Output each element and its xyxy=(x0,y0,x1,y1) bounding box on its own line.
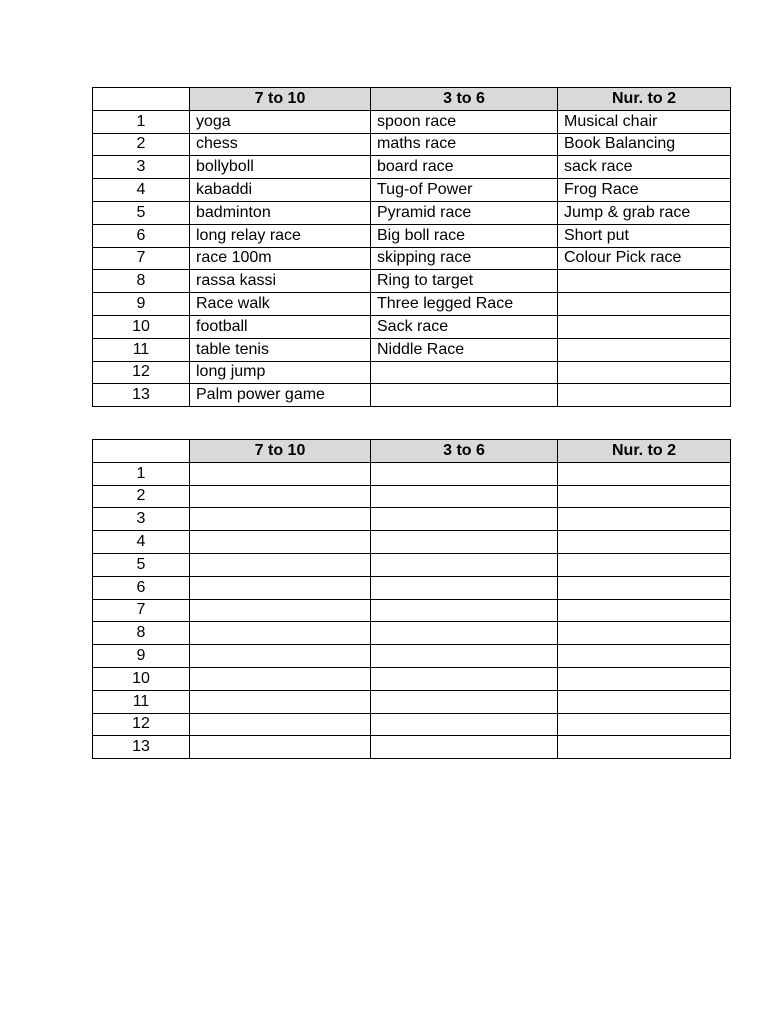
cell-7-to-10 xyxy=(190,485,371,508)
row-number: 7 xyxy=(93,599,190,622)
cell-7-to-10 xyxy=(190,690,371,713)
cell-nur-to-2: Musical chair xyxy=(558,110,731,133)
cell-7-to-10 xyxy=(190,553,371,576)
table-row xyxy=(93,361,731,384)
header-corner xyxy=(93,88,190,111)
table-row xyxy=(93,110,731,133)
row-number: 4 xyxy=(93,531,190,554)
row-number: 10 xyxy=(93,315,190,338)
cell-3-to-6: Tug-of Power xyxy=(371,179,558,202)
row-number: 9 xyxy=(93,645,190,668)
header-7-to-10: 7 to 10 xyxy=(190,440,371,463)
table-body xyxy=(93,110,731,406)
row-number: 13 xyxy=(93,384,190,407)
cell-3-to-6 xyxy=(371,508,558,531)
cell-7-to-10: bollyboll xyxy=(190,156,371,179)
row-number: 3 xyxy=(93,156,190,179)
table-row xyxy=(93,622,731,645)
table-row xyxy=(93,485,731,508)
cell-3-to-6 xyxy=(371,667,558,690)
cell-nur-to-2: Jump & grab race xyxy=(558,201,731,224)
cell-nur-to-2 xyxy=(558,462,731,485)
cell-3-to-6 xyxy=(371,361,558,384)
table-row xyxy=(93,384,731,407)
cell-3-to-6 xyxy=(371,576,558,599)
cell-7-to-10: long relay race xyxy=(190,224,371,247)
cell-nur-to-2 xyxy=(558,599,731,622)
cell-7-to-10 xyxy=(190,622,371,645)
cell-nur-to-2 xyxy=(558,485,731,508)
row-number: 12 xyxy=(93,713,190,736)
header-row xyxy=(93,88,731,111)
cell-nur-to-2 xyxy=(558,384,731,407)
table-row xyxy=(93,224,731,247)
cell-7-to-10: Palm power game xyxy=(190,384,371,407)
table-row xyxy=(93,315,731,338)
cell-nur-to-2: Frog Race xyxy=(558,179,731,202)
header-corner xyxy=(93,440,190,463)
cell-nur-to-2: Colour Pick race xyxy=(558,247,731,270)
cell-3-to-6: board race xyxy=(371,156,558,179)
cell-nur-to-2 xyxy=(558,270,731,293)
table-row xyxy=(93,667,731,690)
cell-7-to-10: long jump xyxy=(190,361,371,384)
cell-nur-to-2: sack race xyxy=(558,156,731,179)
cell-nur-to-2 xyxy=(558,553,731,576)
cell-3-to-6 xyxy=(371,622,558,645)
table-row xyxy=(93,508,731,531)
cell-3-to-6 xyxy=(371,485,558,508)
row-number: 10 xyxy=(93,667,190,690)
table-row xyxy=(93,576,731,599)
header-3-to-6: 3 to 6 xyxy=(371,88,558,111)
cell-3-to-6 xyxy=(371,690,558,713)
cell-7-to-10: rassa kassi xyxy=(190,270,371,293)
activities-table xyxy=(92,87,731,407)
cell-7-to-10: yoga xyxy=(190,110,371,133)
cell-nur-to-2: Book Balancing xyxy=(558,133,731,156)
row-number: 3 xyxy=(93,508,190,531)
cell-7-to-10: badminton xyxy=(190,201,371,224)
table-row xyxy=(93,599,731,622)
cell-7-to-10 xyxy=(190,713,371,736)
table-row xyxy=(93,270,731,293)
cell-3-to-6 xyxy=(371,531,558,554)
table-row xyxy=(93,690,731,713)
cell-3-to-6: Ring to target xyxy=(371,270,558,293)
header-nur-to-2: Nur. to 2 xyxy=(558,440,731,463)
cell-3-to-6: Three legged Race xyxy=(371,293,558,316)
table-row xyxy=(93,201,731,224)
cell-3-to-6 xyxy=(371,553,558,576)
cell-3-to-6: maths race xyxy=(371,133,558,156)
row-number: 12 xyxy=(93,361,190,384)
table-row xyxy=(93,531,731,554)
cell-3-to-6 xyxy=(371,384,558,407)
cell-3-to-6: Sack race xyxy=(371,315,558,338)
cell-7-to-10 xyxy=(190,462,371,485)
header-3-to-6: 3 to 6 xyxy=(371,440,558,463)
cell-nur-to-2 xyxy=(558,576,731,599)
cell-3-to-6 xyxy=(371,736,558,759)
cell-7-to-10 xyxy=(190,531,371,554)
row-number: 6 xyxy=(93,576,190,599)
row-number: 1 xyxy=(93,110,190,133)
cell-7-to-10: table tenis xyxy=(190,338,371,361)
table-row xyxy=(93,645,731,668)
cell-nur-to-2 xyxy=(558,690,731,713)
cell-nur-to-2 xyxy=(558,667,731,690)
row-number: 11 xyxy=(93,690,190,713)
cell-7-to-10 xyxy=(190,645,371,668)
table-row xyxy=(93,713,731,736)
cell-nur-to-2 xyxy=(558,622,731,645)
row-number: 8 xyxy=(93,270,190,293)
cell-nur-to-2 xyxy=(558,713,731,736)
cell-7-to-10: race 100m xyxy=(190,247,371,270)
cell-7-to-10 xyxy=(190,576,371,599)
table-row xyxy=(93,736,731,759)
cell-7-to-10 xyxy=(190,599,371,622)
table-row xyxy=(93,133,731,156)
cell-nur-to-2 xyxy=(558,645,731,668)
row-number: 9 xyxy=(93,293,190,316)
table-body xyxy=(93,462,731,758)
header-nur-to-2: Nur. to 2 xyxy=(558,88,731,111)
header-row xyxy=(93,440,731,463)
cell-nur-to-2 xyxy=(558,736,731,759)
cell-3-to-6 xyxy=(371,599,558,622)
row-number: 8 xyxy=(93,622,190,645)
table-row xyxy=(93,293,731,316)
row-number: 2 xyxy=(93,133,190,156)
cell-7-to-10 xyxy=(190,508,371,531)
cell-nur-to-2 xyxy=(558,338,731,361)
table-row xyxy=(93,338,731,361)
cell-7-to-10 xyxy=(190,736,371,759)
table-row xyxy=(93,553,731,576)
row-number: 5 xyxy=(93,553,190,576)
table-row xyxy=(93,156,731,179)
row-number: 2 xyxy=(93,485,190,508)
cell-nur-to-2 xyxy=(558,293,731,316)
cell-7-to-10 xyxy=(190,667,371,690)
row-number: 4 xyxy=(93,179,190,202)
cell-nur-to-2 xyxy=(558,315,731,338)
cell-3-to-6: skipping race xyxy=(371,247,558,270)
row-number: 13 xyxy=(93,736,190,759)
cell-nur-to-2 xyxy=(558,508,731,531)
cell-3-to-6: Niddle Race xyxy=(371,338,558,361)
row-number: 11 xyxy=(93,338,190,361)
row-number: 6 xyxy=(93,224,190,247)
cell-7-to-10: chess xyxy=(190,133,371,156)
table-row xyxy=(93,462,731,485)
cell-nur-to-2 xyxy=(558,531,731,554)
cell-7-to-10: football xyxy=(190,315,371,338)
cell-nur-to-2: Short put xyxy=(558,224,731,247)
cell-3-to-6: Big boll race xyxy=(371,224,558,247)
row-number: 7 xyxy=(93,247,190,270)
cell-3-to-6: spoon race xyxy=(371,110,558,133)
blank-activities-table xyxy=(92,439,731,759)
row-number: 5 xyxy=(93,201,190,224)
table-row xyxy=(93,247,731,270)
cell-3-to-6 xyxy=(371,713,558,736)
cell-nur-to-2 xyxy=(558,361,731,384)
cell-7-to-10: Race walk xyxy=(190,293,371,316)
cell-3-to-6: Pyramid race xyxy=(371,201,558,224)
table-row xyxy=(93,179,731,202)
cell-3-to-6 xyxy=(371,462,558,485)
cell-3-to-6 xyxy=(371,645,558,668)
row-number: 1 xyxy=(93,462,190,485)
cell-7-to-10: kabaddi xyxy=(190,179,371,202)
header-7-to-10: 7 to 10 xyxy=(190,88,371,111)
